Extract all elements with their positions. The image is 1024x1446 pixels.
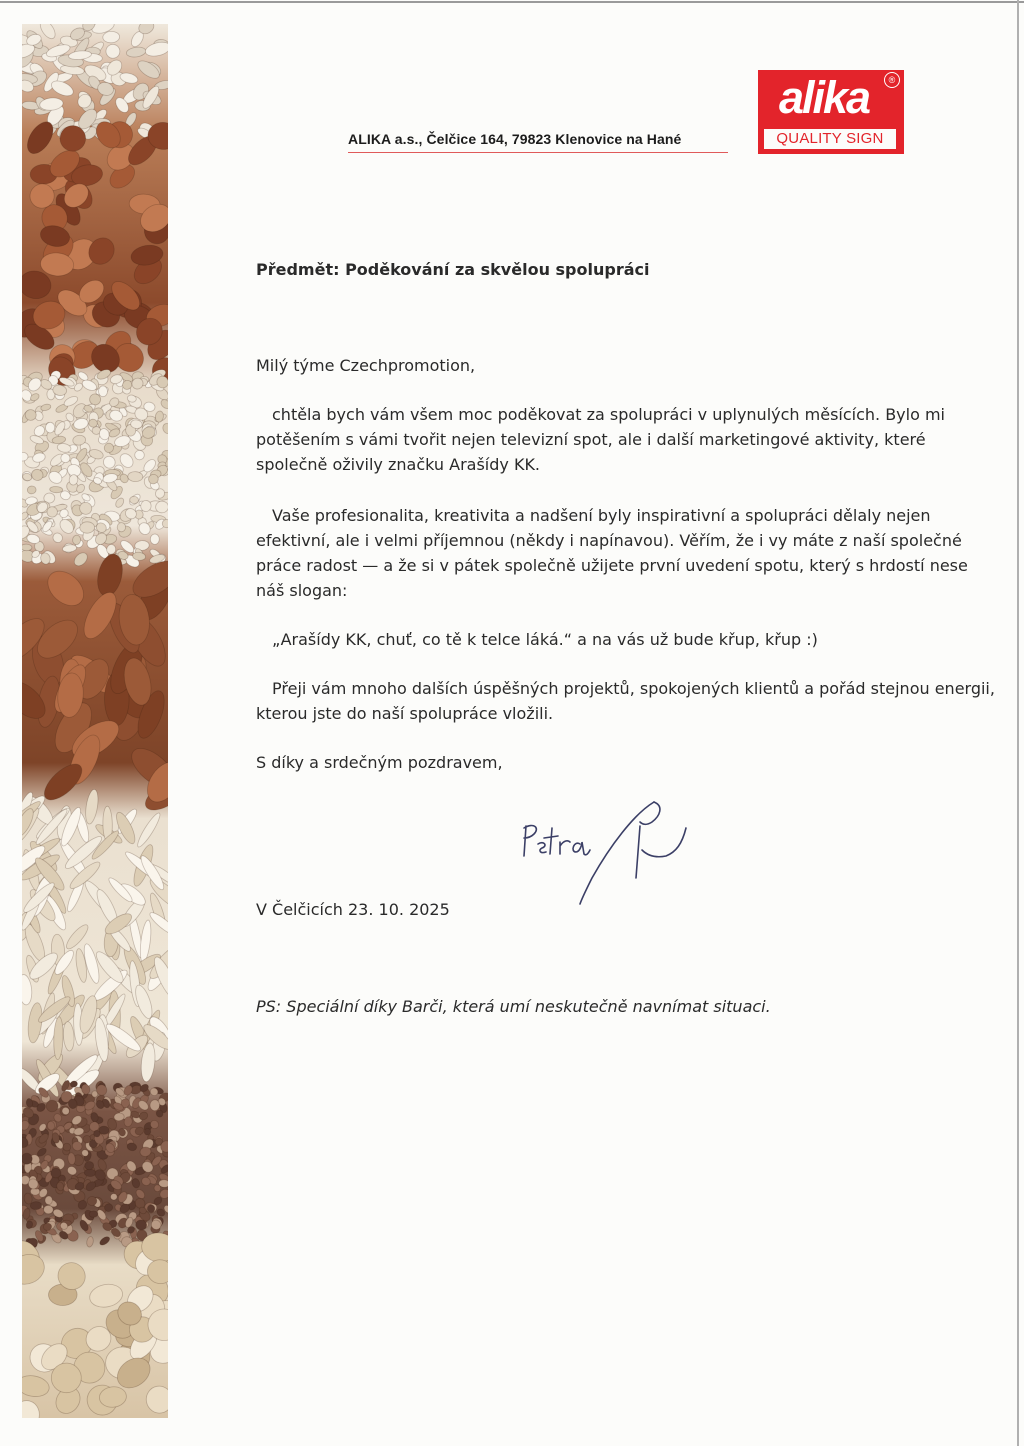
nut-texture-5-299 xyxy=(110,1193,118,1200)
nut-texture-2-190 xyxy=(50,486,63,493)
letter-closing: S díky a srdečným pozdravem, xyxy=(256,753,503,772)
logo-wordmark: alika xyxy=(778,72,870,123)
nut-texture-2-261 xyxy=(117,523,126,532)
paragraph-wishes: Přeji vám mnoho dalších úspěšných projektů, spokojených klientů a pořád stejnou energii, kterou jste do naší spolupráce vložili. xyxy=(256,679,995,723)
nut-texture-5-300 xyxy=(51,1168,61,1178)
nut-texture-2-32 xyxy=(130,496,139,504)
letter-greeting: Milý týme Czechpromotion, xyxy=(256,356,476,375)
company-address: ALIKA a.s., Čelčice 164, 79823 Klenovice na Hané xyxy=(348,131,682,147)
alika-logo xyxy=(758,70,904,154)
nut-texture-5-296 xyxy=(30,1201,42,1209)
registered-mark: ® xyxy=(884,72,900,88)
nut-texture-2-98 xyxy=(150,534,159,545)
nut-texture-2-230 xyxy=(45,422,55,433)
nut-texture-5-266 xyxy=(45,1196,53,1205)
nut-texture-2-271 xyxy=(72,535,81,545)
nut-texture-2-270 xyxy=(80,522,95,534)
handwritten-signature xyxy=(514,794,704,910)
nut-photo-strip xyxy=(22,24,168,1418)
place-and-date: V Čelčicích 23. 10. 2025 xyxy=(256,900,450,919)
header-rule xyxy=(348,152,728,153)
nut-texture-2-184 xyxy=(22,544,32,551)
letter-subject: Předmět: Poděkování za skvělou spolupráci xyxy=(256,260,650,279)
slogan-quote: „Arašídy KK, chuť, co tě k telce láká.“ a na vás už bude křup, křup :) xyxy=(272,630,818,649)
nut-texture-2-247 xyxy=(99,386,108,397)
nut-texture-2-171 xyxy=(128,471,143,482)
paragraph-thanks: chtěla bych vám všem moc poděkovat za spolupráci v uplynulých měsících. Bylo mi potěšením s vámi tvořit nejen televizní spot, ale i další marketingové aktivity, které společně oživily značku Arašídy KK. xyxy=(256,405,945,474)
nut-texture-2-169 xyxy=(25,409,37,421)
nut-texture-5-283 xyxy=(89,1211,98,1218)
nut-texture-5-293 xyxy=(87,1196,97,1206)
logo-tagline: QUALITY SIGN xyxy=(764,129,896,149)
nut-texture-5-258 xyxy=(150,1099,160,1110)
postscript: PS: Speciální díky Barči, která umí neskutečně navnímat situaci. xyxy=(256,997,771,1016)
nut-texture-5-291 xyxy=(84,1169,96,1177)
paragraph-praise: Vaše profesionalita, kreativita a nadšení byly inspirativní a spolupráci dělaly nejen efektivní, ale i velmi příjemnou (někdy i napínavou). Věřím, že i vy máte z naší společné práce radost — a že si v pátek společně užijete první uvedení spotu, který s hrdostí nese náš slogan: xyxy=(256,506,968,600)
